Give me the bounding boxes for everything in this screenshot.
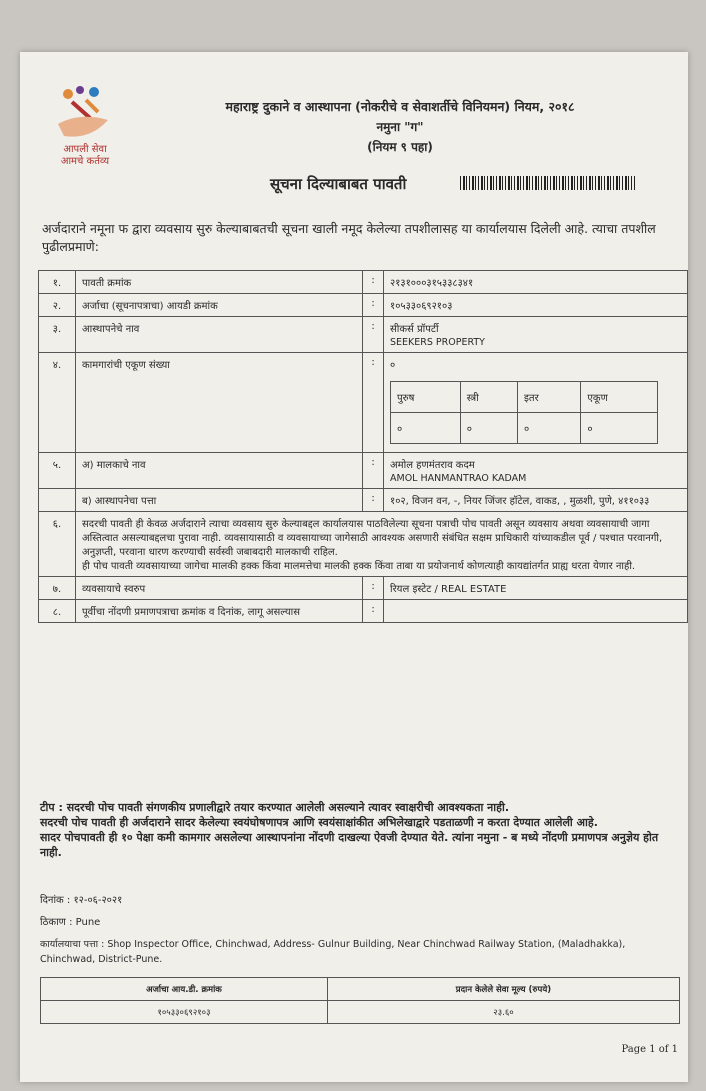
table-row xyxy=(39,317,688,353)
table-row xyxy=(39,600,688,623)
note-line-3: सादर पोचपावती ही १० पेक्षा कमी कामगार असलेल्या आस्थापनांना नोंदणी दाखल्या ऐवजी देण्यात येते. त्यांना नमुना - ब मध्ये नोंदणी प्रमाणपत्र अनुज्ञेय होत नाही. xyxy=(40,831,659,859)
intro-text: अर्जदाराने नमूना फ द्वारा व्यवसाय सुरु केल्याबाबतची सूचना खाली नमूद केलेल्या तपशीलासह या कार्यालयास दिलेली आहे. त्याचा तपशील पुढीलप्रमाणे: xyxy=(42,221,656,254)
act-title: महाराष्ट्र दुकाने व आस्थापना (नोकरीचे व सेवाशर्तीचे विनियमन) नियम, २०१८ xyxy=(225,99,575,114)
page-number: Page 1 of 1 xyxy=(621,1044,678,1055)
receipt-number-value: २१३१०००३१५३३८३४१ xyxy=(384,271,688,294)
establishment-name-en: SEEKERS PROPERTY xyxy=(390,337,485,348)
fee-table xyxy=(40,977,680,1024)
row-number: २. xyxy=(39,294,76,317)
header-total: एकूण xyxy=(581,382,658,413)
application-id-value: १०५३३०६९२१०३ xyxy=(384,294,688,317)
colon: : xyxy=(363,294,384,317)
disclaimer-text xyxy=(76,512,688,577)
colon: : xyxy=(363,577,384,600)
header-male: पुरुष xyxy=(391,382,461,413)
app-id-header: अर्जाचा आय.डी. क्रमांक xyxy=(41,978,328,1001)
barcode xyxy=(460,176,635,190)
colon: : xyxy=(363,453,384,489)
count-female: ० xyxy=(460,413,517,444)
prev-registration-label: पूर्वीचा नोंदणी प्रमाणपत्राचा क्रमांक व दिनांक, लागू असल्यास xyxy=(76,600,363,623)
date-label: दिनांक : १२-०६-२०२१ xyxy=(40,895,123,906)
hand-logo-icon xyxy=(50,82,120,144)
receipt-number-label: पावती क्रमांक xyxy=(76,271,363,294)
title-row xyxy=(270,174,670,196)
owner-name-mr: अमोल हणमंतराव कदम xyxy=(390,460,475,471)
address-label: ब) आस्थापनेचा पत्ता xyxy=(76,489,363,512)
table-row xyxy=(39,577,688,600)
establishment-name-value xyxy=(384,317,688,353)
note-line-1: टीप : सदरची पोच पावती संगणकीय प्रणालीद्वारे तयार करण्यात आलेली असल्याने त्यावर स्वाक्षरीची आवश्यकता नाही. xyxy=(40,801,510,814)
page-title: सूचना दिल्याबाबत पावती xyxy=(270,175,407,193)
rule-ref: (नियम ९ पहा) xyxy=(367,140,433,154)
colon: : xyxy=(363,489,384,512)
business-type-value: रियल इस्टेट / REAL ESTATE xyxy=(384,577,688,600)
prev-registration-value xyxy=(384,600,688,623)
colon: : xyxy=(363,271,384,294)
app-id-value: १०५३३०६९२१०३ xyxy=(41,1001,328,1024)
row-number: ६. xyxy=(39,512,76,577)
header-female: स्त्री xyxy=(460,382,517,413)
owner-name-label: अ) मालकाचे नाव xyxy=(76,453,363,489)
table-row xyxy=(39,489,688,512)
row-number: ४. xyxy=(39,353,76,453)
worker-count-label: कामगारांची एकूण संख्या xyxy=(76,353,363,453)
row-number: ३. xyxy=(39,317,76,353)
table-row xyxy=(39,512,688,577)
address-value: १०२, विजन वन, -, नियर जिंजर हॉटेल, वाकड, , मुळशी, पुणे, ४११०३३ xyxy=(384,489,688,512)
header-other: इतर xyxy=(517,382,580,413)
table-row xyxy=(39,453,688,489)
table-row xyxy=(39,294,688,317)
office-address: कार्यालयाचा पत्ता : Shop Inspector Office, Chinchwad, Address- Gulnur Building, Near Chinchwad Railway Station, (Maladhakka), Chinchwad, District-Pune. xyxy=(40,939,626,965)
count-other: ० xyxy=(517,413,580,444)
application-id-label: अर्जाचा (सूचनापत्राचा) आयडी क्रमांक xyxy=(76,294,363,317)
disclaimer-para-2: ही पोच पावती व्यवसायाच्या जागेचा मालकी हक्क किंवा मालमत्तेचा मालकी हक्क किंवा ताबा या प्रयोजनार्थ कोणत्याही कायद्यांतर्गत प्राह्य धरता येणार नाही. xyxy=(82,561,636,572)
disclaimer-para-1: सदरची पावती ही केवळ अर्जदाराने त्याचा व्यवसाय सुरु केल्याबद्दल कार्यालयास पाठविलेल्या सूचना पत्राची पोच पावती असून व्यवसाय अथवा व्यवसायाची जागा अस्तित्वात असल्याबद्दलचा पुरावा नाही. व्यवसायासाठी व व्यवसायाच्या जागेसाठी आवश्यक असणारी संबंधित सक्षम प्राधिकारी यांच्याकडील पूर्व / पश्चात परवानगी, अनुज्ञप्ती, परवाना धारण करण्याची सर्वस्वी जबाबदारी मालकाची राहिल. xyxy=(82,519,663,558)
note-line-2: सदरची पोच पावती ही अर्जदाराने सादर केलेल्या स्वयंघोषणापत्र आणि स्वयंसाक्षांकीत अभिलेखाद्वारे पडताळणी न करता देण्यात आलेली आहे. xyxy=(40,816,598,829)
row-number: ५. xyxy=(39,453,76,489)
table-row xyxy=(39,353,688,453)
count-total: ० xyxy=(581,413,658,444)
row-number: ८. xyxy=(39,600,76,623)
colon: : xyxy=(363,353,384,453)
details-table xyxy=(38,270,688,623)
worker-breakdown-table xyxy=(390,381,658,444)
colon: : xyxy=(363,317,384,353)
government-logo xyxy=(50,82,120,168)
worker-count-value xyxy=(384,353,688,453)
row-number: ७. xyxy=(39,577,76,600)
note-block xyxy=(40,800,680,860)
form-name: नमुना "ग" xyxy=(376,120,424,134)
fee-value: २३.६० xyxy=(327,1001,679,1024)
establishment-name-label: आस्थापनेचे नाव xyxy=(76,317,363,353)
receipt-page xyxy=(20,52,688,1082)
fee-header: प्रदान केलेले सेवा मूल्य (रुपये) xyxy=(327,978,679,1001)
worker-count-total: ० xyxy=(390,360,396,371)
colon: : xyxy=(363,600,384,623)
count-male: ० xyxy=(391,413,461,444)
owner-name-value xyxy=(384,453,688,489)
table-row xyxy=(39,271,688,294)
business-type-label: व्यवसायाचे स्वरुप xyxy=(76,577,363,600)
establishment-name-mr: सीकर्स प्रॉपर्टी xyxy=(390,324,439,335)
row-number: १. xyxy=(39,271,76,294)
logo-caption-1: आपली सेवा xyxy=(63,144,107,155)
logo-caption-2: आमचे कर्तव्य xyxy=(60,156,110,167)
owner-name-en: AMOL HANMANTRAO KADAM xyxy=(390,473,527,484)
place-label: ठिकाण : Pune xyxy=(40,917,101,928)
header xyxy=(120,98,680,155)
